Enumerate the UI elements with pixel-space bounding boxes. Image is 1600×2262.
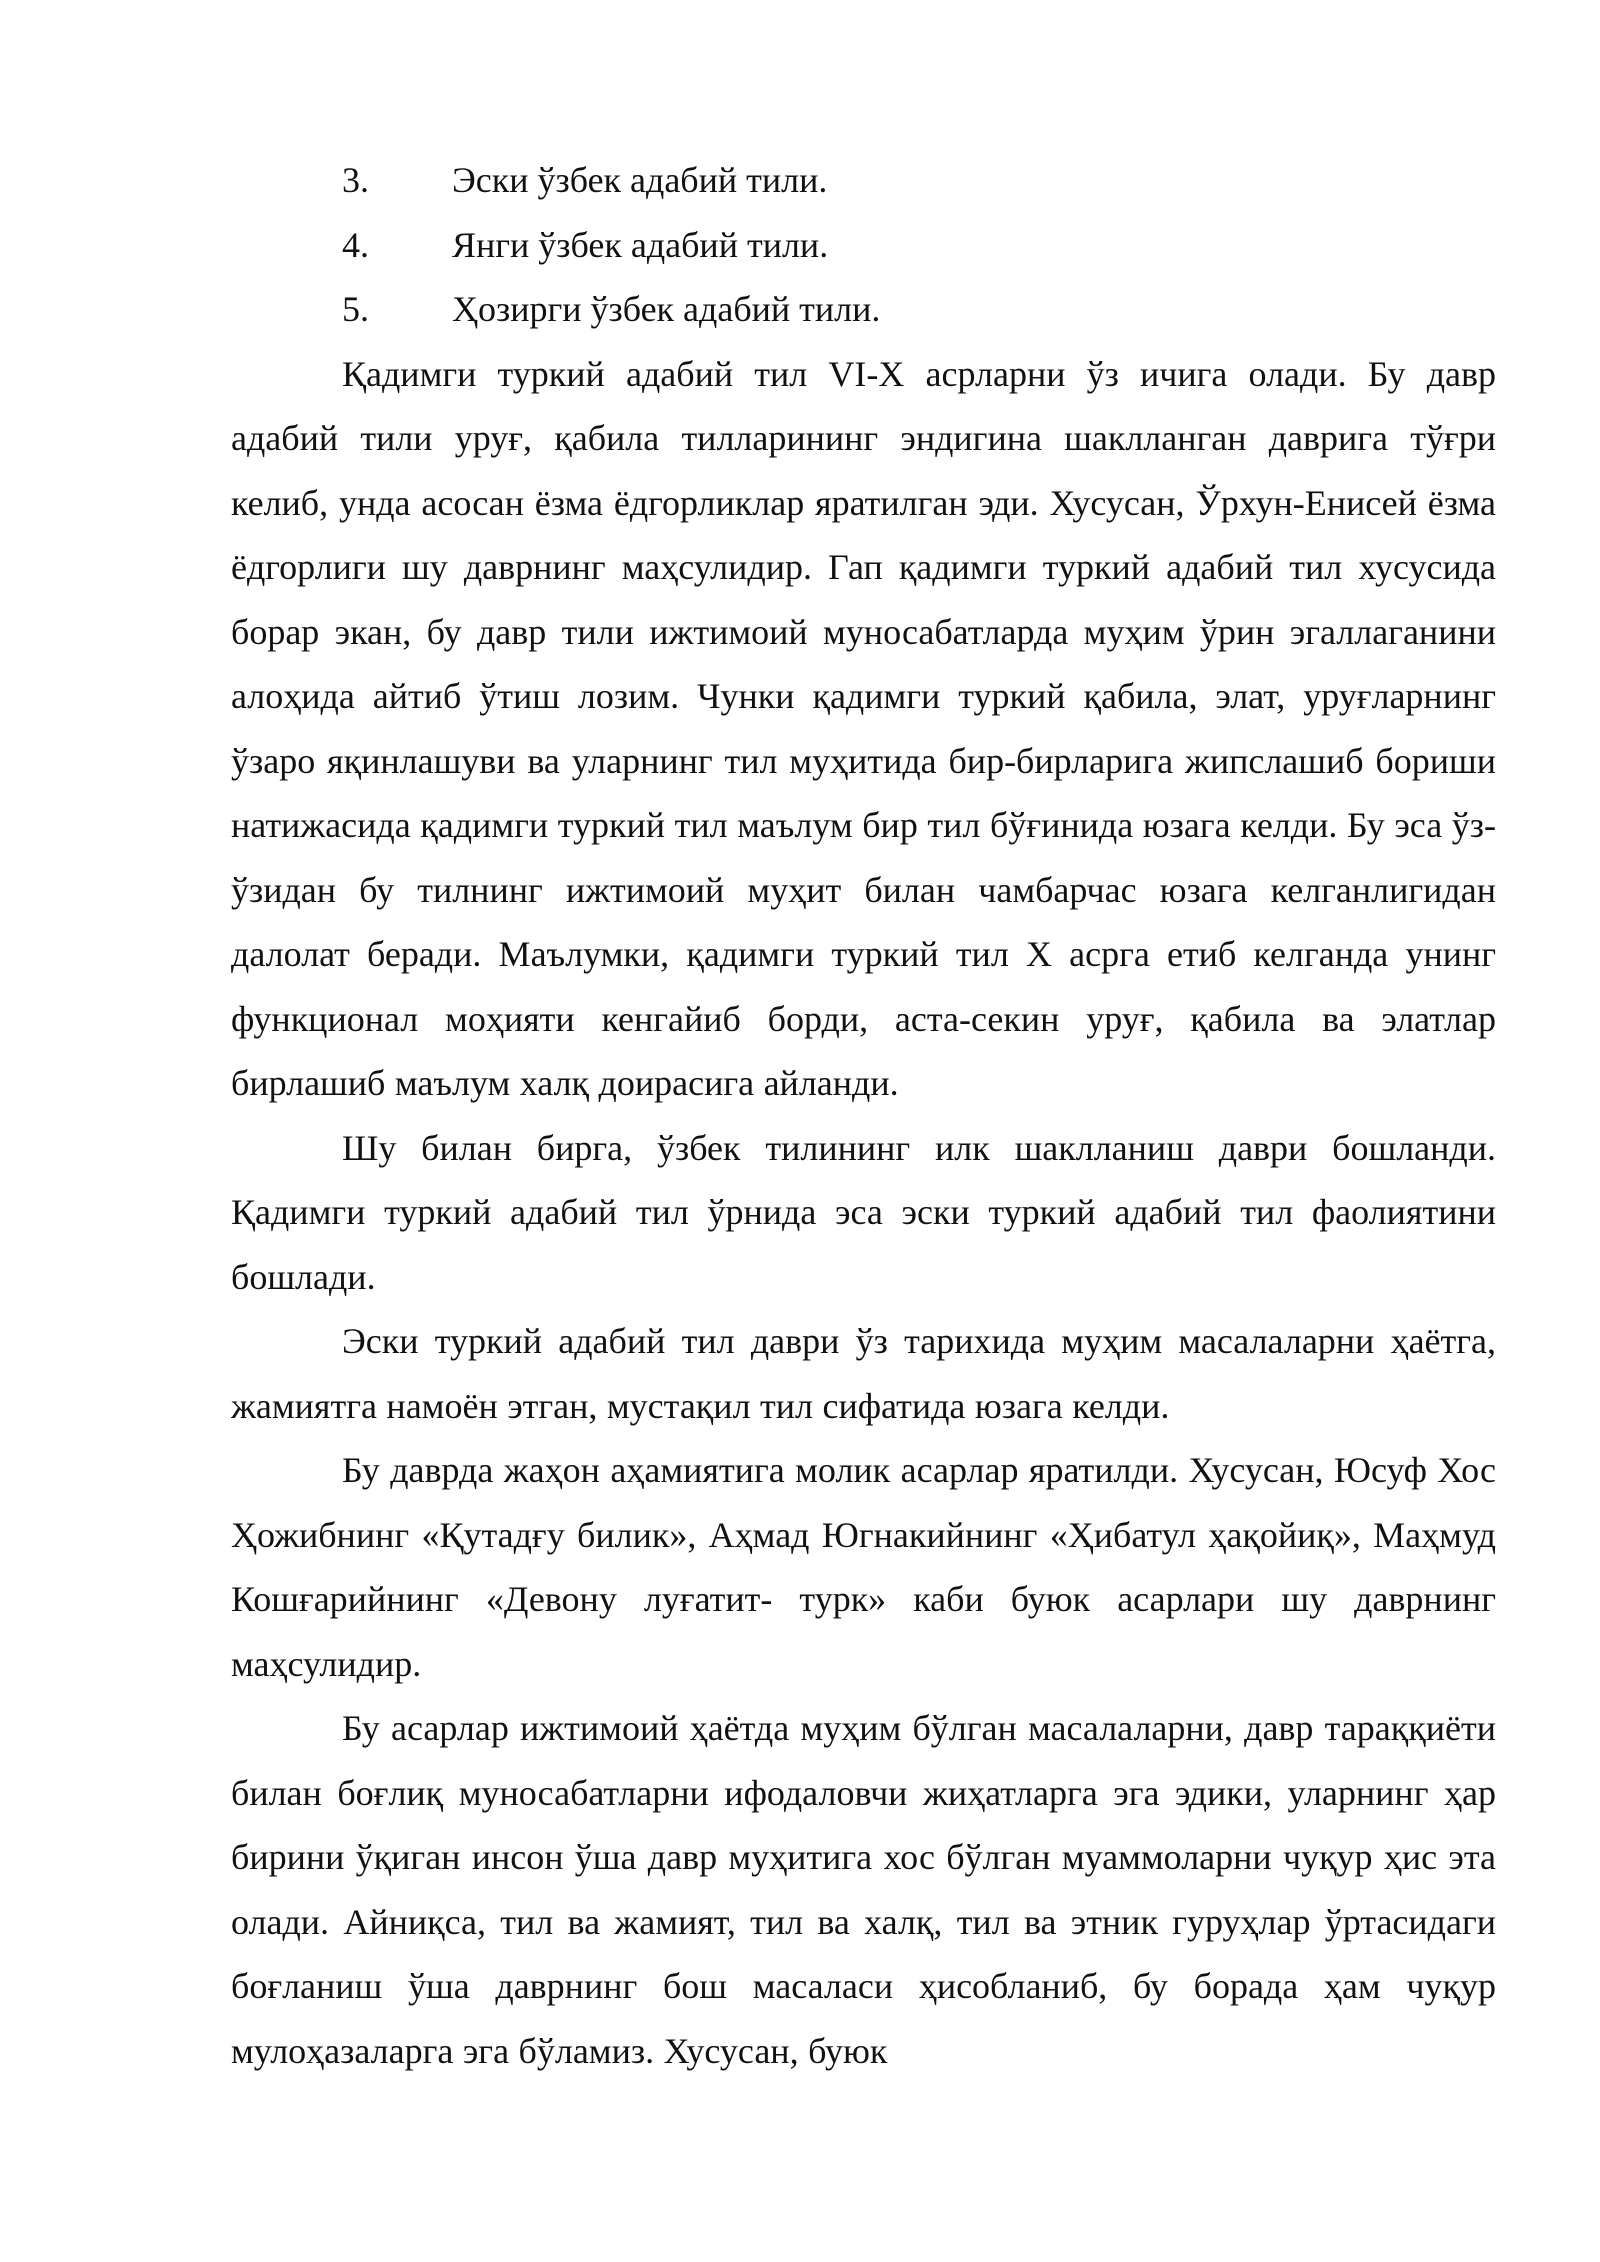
list-item-number: 5. [342,289,369,329]
list-item-number: 4. [342,224,369,265]
page-content [231,148,1496,2083]
list-item-text: Ҳозирги ўзбек адабий тили. [452,289,881,329]
paragraph: Бу даврда жаҳон аҳамиятига молик асарлар яратилди. Хусусан, Юсуф Хос Ҳожибнинг «Қутадғу билик», Аҳмад Югнакийнинг «Ҳибатул ҳақойиқ», Маҳмуд Кошғарийнинг «Девону луғатит- турк» каби буюк асарлари шу даврнинг маҳсулидир. [231,1450,1496,1684]
list-item-number: 3. [342,160,369,200]
list-item [231,213,1496,278]
paragraph: Шу билан бирга, ўзбек тилининг илк шаклланиш даври бошланди. Қадимги туркий адабий тил ўрнида эса эски туркий адабий тил фаолиятини бошлади. [231,1127,1496,1297]
list-item [231,277,1496,342]
list-item-text: Янги ўзбек адабий тили. [452,224,829,265]
list-item [231,148,1496,213]
paragraph: Қадимги туркий адабий тил VI-X асрларни ўз ичига олади. Бу давр адабий тили уруғ, қабила тилларининг эндигина шаклланган даврига тўғри келиб, унда асосан ёзма ёдгорликлар яратилган эди. Хусусан, Ўрхун-Енисей ёзма ёдгорлиги шу даврнинг маҳсулидир. Гап қадимги туркий адабий тил хусусида борар экан, бу давр тили ижтимоий муносабатларда муҳим ўрин эгаллаганини алоҳида айтиб ўтиш лозим. Чунки қадимги туркий қабила, элат, уруғларнинг ўзаро яқинлашуви ва уларнинг тил муҳитида бир-бирларига жипслашиб бориши натижасида қадимги туркий тил маълум бир тил бўғинида юзага келди. Бу эса ўз-ўзидан бу тилнинг ижтимоий муҳит билан чамбарчас юзага келганлигидан далолат беради. Маълумки, қадимги туркий тил X асрга етиб келганда унинг функционал моҳияти кенгайиб борди, аста-секин уруғ, қабила ва элатлар бирлашиб маълум халқ доирасига айланди. [231,353,1496,1103]
paragraph: Бу асарлар ижтимоий ҳаётда муҳим бўлган масалаларни, давр тараққиёти билан боғлиқ муносабатларни ифодаловчи жиҳатларга эга эдики, уларнинг ҳар бирини ўқиган инсон ўша давр муҳитига хос бўлган муаммоларни чуқур ҳис эта олади. Айниқса, тил ва жамият, тил ва халқ, тил ва этник гуруҳлар ўртасидаги боғланиш ўша даврнинг бош масаласи ҳисобланиб, бу борада ҳам чуқур мулоҳазаларга эга бўламиз. Хусусан, буюк [231,1708,1496,2071]
list-item-text: Эски ўзбек адабий тили. [452,160,828,200]
paragraph: Эски туркий адабий тил даври ўз тарихида муҳим масалаларни ҳаётга, жамиятга намоён этган, мустақил тил сифатида юзага келди. [231,1321,1496,1426]
